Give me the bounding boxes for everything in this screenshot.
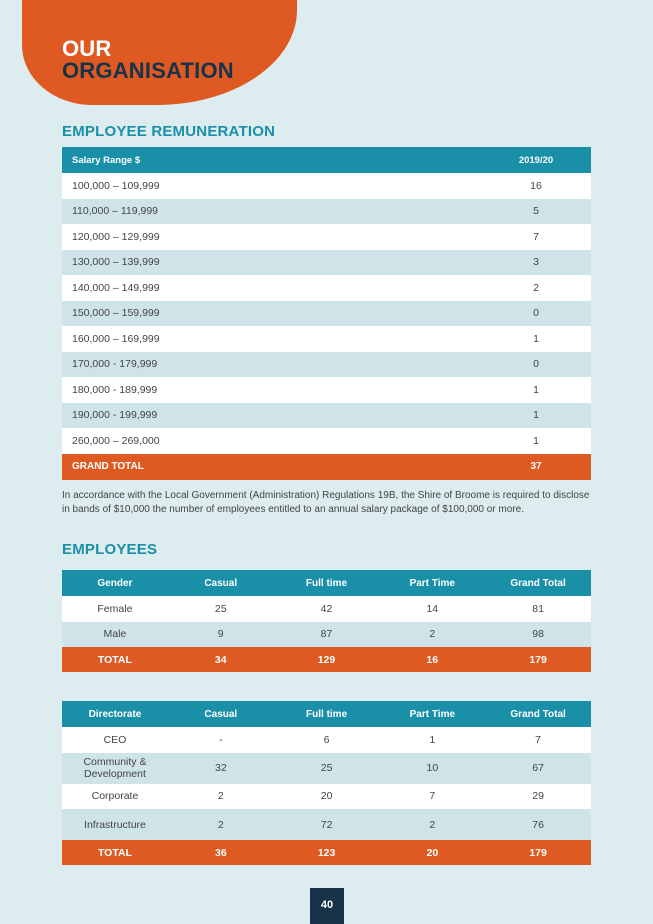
table-row: [62, 301, 591, 327]
table-row: [62, 224, 591, 250]
table-cell: 76: [485, 809, 591, 840]
table-cell: -: [168, 727, 274, 753]
col-year: 2019/20: [481, 147, 591, 173]
col-salary-range: Salary Range $: [62, 147, 481, 173]
remuneration-table: [62, 147, 591, 480]
remuneration-heading: EMPLOYEE REMUNERATION: [62, 123, 276, 140]
salary-range-cell: 100,000 – 109,999: [62, 173, 481, 199]
table-row: [62, 753, 591, 784]
table-row: [62, 784, 591, 810]
table-cell: 2: [379, 622, 485, 648]
table-cell: 25: [274, 753, 380, 784]
employee-count-cell: 16: [481, 173, 591, 199]
table-cell: 2: [379, 809, 485, 840]
salary-range-cell: 120,000 – 129,999: [62, 224, 481, 250]
table-row: [62, 352, 591, 378]
salary-range-cell: 260,000 – 269,000: [62, 428, 481, 454]
table-cell: 81: [485, 596, 591, 622]
table-cell: 87: [274, 622, 380, 648]
title-line-1: OUR: [62, 36, 112, 61]
table-cell: 6: [274, 727, 380, 753]
employee-count-cell: 1: [481, 403, 591, 429]
table-cell: Corporate: [62, 784, 168, 810]
total-cell: 34: [168, 647, 274, 672]
title-line-2: ORGANISATION: [62, 58, 234, 83]
table-cell: 98: [485, 622, 591, 648]
table-cell: 67: [485, 753, 591, 784]
column-header: Directorate: [62, 701, 168, 727]
table-row: [62, 173, 591, 199]
table-cell: Community & Development: [62, 753, 168, 784]
salary-range-cell: 130,000 – 139,999: [62, 250, 481, 276]
column-header: Casual: [168, 701, 274, 727]
total-row: [62, 454, 591, 480]
table-row: [62, 275, 591, 301]
table-row: [62, 403, 591, 429]
directorate-table: [62, 701, 591, 865]
employee-count-cell: 5: [481, 199, 591, 225]
table-header-row: [62, 701, 591, 727]
table-cell: CEO: [62, 727, 168, 753]
table-cell: Female: [62, 596, 168, 622]
table-cell: 9: [168, 622, 274, 648]
employee-count-cell: 0: [481, 352, 591, 378]
table-cell: 72: [274, 809, 380, 840]
employee-count-cell: 2: [481, 275, 591, 301]
total-cell: 179: [485, 647, 591, 672]
total-cell: 129: [274, 647, 380, 672]
column-header: Full time: [274, 701, 380, 727]
total-cell: 20: [379, 840, 485, 865]
total-cell: TOTAL: [62, 647, 168, 672]
table-cell: 2: [168, 784, 274, 810]
table-row: [62, 326, 591, 352]
salary-range-cell: 170,000 - 179,999: [62, 352, 481, 378]
column-header: Grand Total: [485, 701, 591, 727]
table-row: [62, 377, 591, 403]
salary-range-cell: 160,000 – 169,999: [62, 326, 481, 352]
table-row: [62, 727, 591, 753]
column-header: Part Time: [379, 570, 485, 596]
table-row: [62, 199, 591, 225]
table-cell: 1: [379, 727, 485, 753]
column-header: Gender: [62, 570, 168, 596]
employee-count-cell: 0: [481, 301, 591, 327]
column-header: Grand Total: [485, 570, 591, 596]
column-header: Part Time: [379, 701, 485, 727]
salary-range-cell: 180,000 - 189,999: [62, 377, 481, 403]
total-cell: 16: [379, 647, 485, 672]
total-cell: 179: [485, 840, 591, 865]
table-cell: Male: [62, 622, 168, 648]
total-cell: TOTAL: [62, 840, 168, 865]
employee-count-cell: 1: [481, 377, 591, 403]
table-cell: 32: [168, 753, 274, 784]
disclosure-note: In accordance with the Local Government (Administration) Regulations 19B, the Shire of Broome is required to disclose in bands of $10,000 the number of employees entitled to an annual salary package of $100,000 or more.: [62, 490, 590, 515]
table-cell: 10: [379, 753, 485, 784]
total-cell: 36: [168, 840, 274, 865]
salary-range-cell: 190,000 - 199,999: [62, 403, 481, 429]
table-row: [62, 250, 591, 276]
page-number: 40: [310, 888, 344, 924]
table-cell: 25: [168, 596, 274, 622]
employee-count-cell: 3: [481, 250, 591, 276]
page-title: [62, 38, 234, 82]
total-cell: 123: [274, 840, 380, 865]
table-cell: Infrastructure: [62, 809, 168, 840]
employee-count-cell: 7: [481, 224, 591, 250]
table-cell: 7: [379, 784, 485, 810]
employees-heading: EMPLOYEES: [62, 541, 158, 558]
table-cell: 7: [485, 727, 591, 753]
table-row: [62, 622, 591, 648]
total-value: 37: [481, 454, 591, 480]
table-cell: 14: [379, 596, 485, 622]
total-label: GRAND TOTAL: [62, 454, 481, 480]
employee-count-cell: 1: [481, 428, 591, 454]
column-header: Full time: [274, 570, 380, 596]
salary-range-cell: 150,000 – 159,999: [62, 301, 481, 327]
table-row: [62, 596, 591, 622]
salary-range-cell: 110,000 – 119,999: [62, 199, 481, 225]
total-row: [62, 840, 591, 865]
gender-table: [62, 570, 591, 672]
salary-range-cell: 140,000 – 149,999: [62, 275, 481, 301]
table-cell: 42: [274, 596, 380, 622]
employee-count-cell: 1: [481, 326, 591, 352]
table-row: [62, 809, 591, 840]
table-cell: 29: [485, 784, 591, 810]
total-row: [62, 647, 591, 672]
column-header: Casual: [168, 570, 274, 596]
table-row: [62, 428, 591, 454]
table-header-row: [62, 147, 591, 173]
table-header-row: [62, 570, 591, 596]
table-cell: 20: [274, 784, 380, 810]
table-cell: 2: [168, 809, 274, 840]
